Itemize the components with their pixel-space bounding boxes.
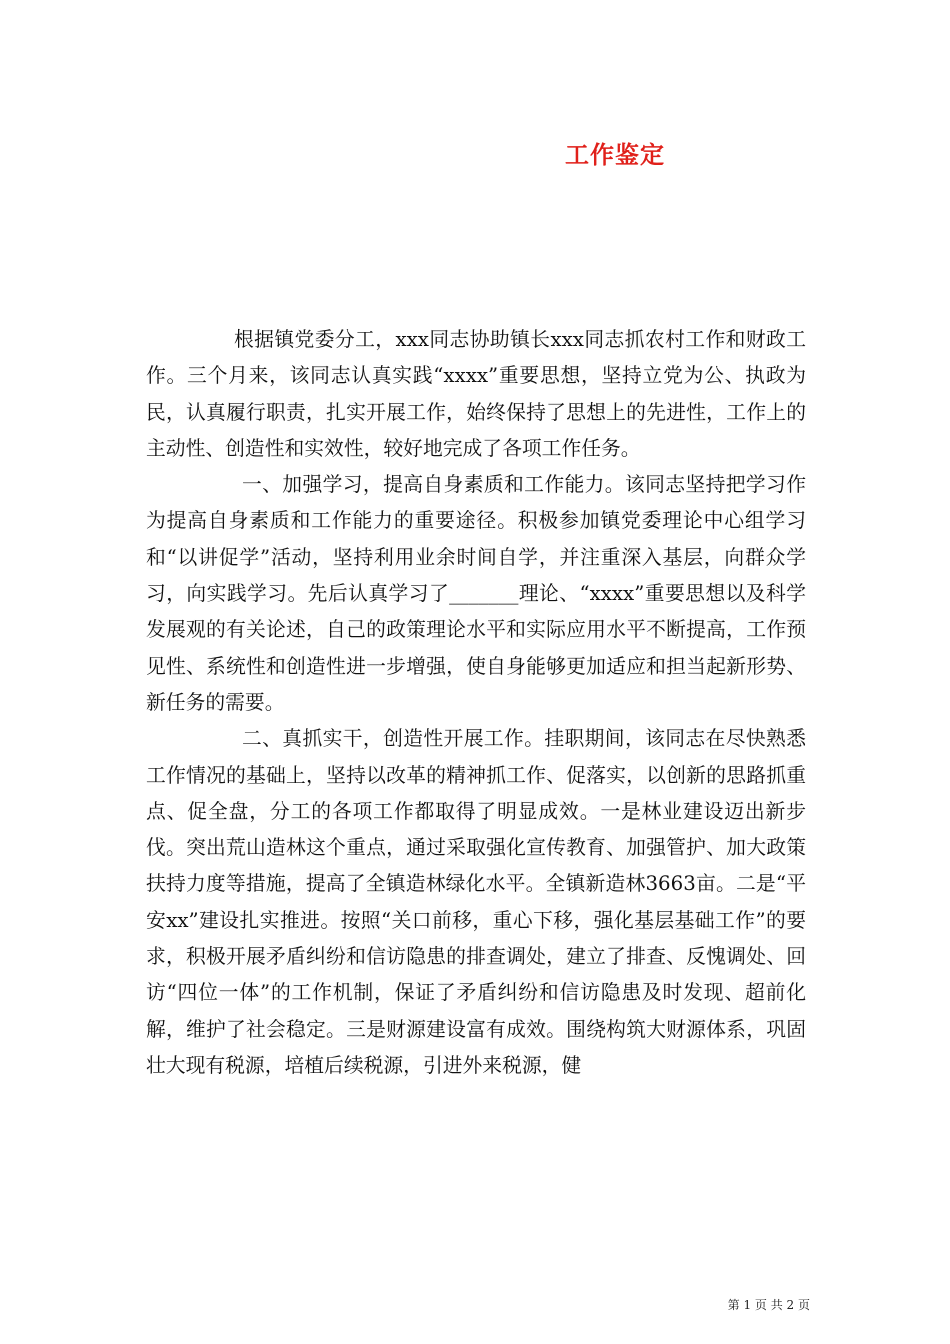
paragraph-section-two: 二、真抓实干，创造性开展工作。挂职期间，该同志在尽快熟悉工作情况的基础上，坚持以改革的精神抓工作、促落实，以创新的思路抓重点、促全盘，分工的各项工作都取得了明显成效。一是林业建设迈出新步伐。突出荒山造林这个重点，通过采取强化宣传教育、加强管护、加大政策扶持力度等措施，提高了全镇造林绿化水平。全镇新造林3663亩。二是“平安xx”建设扎实推进。按照“关口前移，重心下移，强化基层基础工作”的要求，积极开展矛盾纠纷和信访隐患的排查调处，建立了排查、反愧调处、回访“四位一体”的工作机制，保证了矛盾纠纷和信访隐患及时发现、超前化解，维护了社会稳定。三是财源建设富有成效。围绕构筑大财源体系，巩固壮大现有税源，培植后续税源，引进外来税源，健 [146,727,806,1077]
paragraph-intro: 根据镇党委分工，xxx同志协助镇长xxx同志抓农村工作和财政工作。三个月来，该同志认真实践“xxxx”重要思想，坚持立党为公、执政为民，认真履行职责，扎实开展工作，始终保持了思想上的先进性，工作上的主动性、创造性和实效性，较好地完成了各项工作任务。 [146,328,806,460]
page-title: 工作鉴定 [565,140,665,169]
document-body [146,322,806,1084]
paragraph-section-one: 一、加强学习，提高自身素质和工作能力。该同志坚持把学习作为提高自身素质和工作能力的重要途径。积极参加镇党委理论中心组学习和“以讲促学”活动，坚持利用业余时间自学，并注重深入基层，向群众学习，向实践学习。先后认真学习了_______理论、“xxxx”重要思想以及科学发展观的有关论述，自己的政策理论水平和实际应用水平不断提高，工作预见性、系统性和创造性进一步增强，使自身能够更加适应和担当起新形势、新任务的需要。 [146,473,806,714]
page-number-footer: 第 1 页 共 2 页 [727,1298,810,1312]
